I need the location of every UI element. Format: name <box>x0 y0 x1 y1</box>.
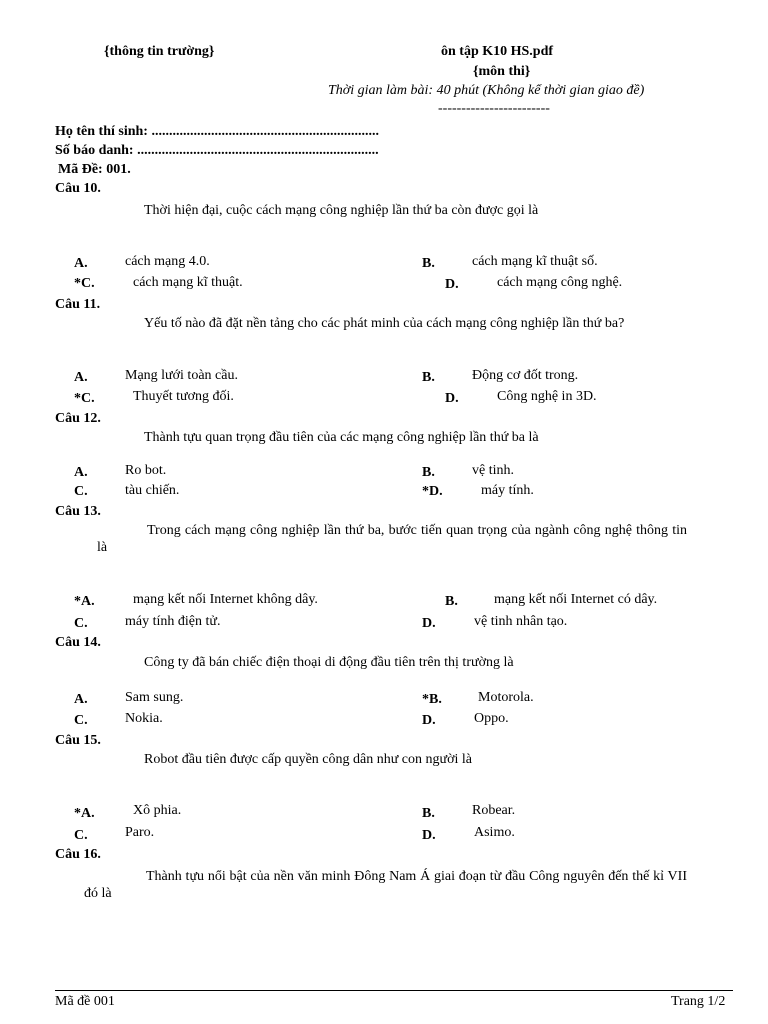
option-label: D. <box>445 391 459 406</box>
option-label: D. <box>422 828 436 843</box>
option-label: C. <box>74 616 88 631</box>
option-text: Thuyết tương đối. <box>133 389 234 404</box>
option-label: D. <box>445 277 459 292</box>
option-label: B. <box>422 465 435 480</box>
option-text: Mạng lưới toàn cầu. <box>125 368 238 383</box>
option-text: mạng kết nối Internet có dây. <box>494 592 658 607</box>
option-label: B. <box>422 806 435 821</box>
question-stem: Thành tựu quan trọng đầu tiên của các mạng công nghiệp lần thứ ba là <box>144 430 539 445</box>
option-text: Oppo. <box>474 711 509 726</box>
option-text: tàu chiến. <box>125 483 180 498</box>
question-number: Câu 16. <box>55 847 101 862</box>
question-number: Câu 15. <box>55 733 101 748</box>
option-label: B. <box>422 370 435 385</box>
question-number: Câu 12. <box>55 411 101 426</box>
option-label: A. <box>74 465 88 480</box>
option-label: C. <box>74 828 88 843</box>
option-label: A. <box>74 692 88 707</box>
option-label: B. <box>422 256 435 271</box>
footer-rule <box>55 990 733 991</box>
option-text: cách mạng kĩ thuật số. <box>472 254 598 269</box>
option-label: *D. <box>422 484 443 499</box>
candidate-id: Số báo danh: ..................................................................... <box>55 143 379 158</box>
option-text: vệ tinh. <box>472 463 514 478</box>
time-allowed: Thời gian làm bài: 40 phút (Không kể thời gian giao đề) <box>328 83 645 98</box>
option-label: *A. <box>74 594 95 609</box>
option-label: D. <box>422 713 436 728</box>
option-label: *C. <box>74 391 95 406</box>
question-stem: Thành tựu nổi bật của nền văn minh Đông Nam Á giai đoạn từ đầu Công nguyên đến thế kỉ VII đó là <box>84 869 687 901</box>
option-text: Xô phia. <box>133 803 182 818</box>
option-text: Robear. <box>472 803 516 818</box>
option-text: cách mạng 4.0. <box>125 254 210 269</box>
footer-exam-code: Mã đề 001 <box>55 994 115 1009</box>
option-text: mạng kết nối Internet không dây. <box>133 592 318 607</box>
option-label: *B. <box>422 692 442 707</box>
option-text: Asimo. <box>474 825 515 840</box>
option-label: B. <box>445 594 458 609</box>
question-number: Câu 13. <box>55 504 101 519</box>
question-number: Câu 11. <box>55 297 101 312</box>
question-number: Câu 10. <box>55 181 101 196</box>
question-stem: Công ty đã bán chiếc điện thoại di động đầu tiên trên thị trường là <box>144 655 514 670</box>
option-text: vệ tinh nhân tạo. <box>474 614 568 629</box>
question-stem: Yếu tố nào đã đặt nền tảng cho các phát minh của cách mạng công nghiệp lần thứ ba? <box>144 316 625 331</box>
option-text: máy tính điện tử. <box>125 614 221 629</box>
option-label: *A. <box>74 806 95 821</box>
question-stem: Robot đầu tiên được cấp quyền công dân như con người là <box>144 752 472 767</box>
question-number: Câu 14. <box>55 635 101 650</box>
option-label: D. <box>422 616 436 631</box>
option-text: Sam sung. <box>125 690 184 705</box>
option-label: A. <box>74 256 88 271</box>
option-text: Motorola. <box>478 690 534 705</box>
question-stem: Thời hiện đại, cuộc cách mạng công nghiệp lần thứ ba còn được gọi là <box>144 203 539 218</box>
question-stem: Trong cách mạng công nghiệp lần thứ ba, bước tiến quan trọng của ngành công nghệ thông tin là <box>97 523 687 555</box>
option-text: Ro bot. <box>125 463 167 478</box>
exam-code: Mã Đề: 001. <box>58 162 131 177</box>
file-title: ôn tập K10 HS.pdf <box>441 44 554 59</box>
candidate-name: Họ tên thí sinh: ................................................................. <box>55 124 379 139</box>
option-label: C. <box>74 484 88 499</box>
option-text: Công nghệ in 3D. <box>497 389 597 404</box>
option-text: Động cơ đốt trong. <box>472 368 579 383</box>
option-text: Paro. <box>125 825 155 840</box>
option-text: Nokia. <box>125 711 163 726</box>
option-text: cách mạng kĩ thuật. <box>133 275 243 290</box>
subject: {môn thi} <box>473 64 531 79</box>
option-text: cách mạng công nghệ. <box>497 275 623 290</box>
option-label: A. <box>74 370 88 385</box>
footer-page-number: Trang 1/2 <box>671 994 726 1009</box>
school-info: {thông tin trường} <box>104 44 215 59</box>
header-separator: ------------------------ <box>438 101 550 116</box>
option-text: máy tính. <box>481 483 534 498</box>
option-label: C. <box>74 713 88 728</box>
option-label: *C. <box>74 276 95 291</box>
